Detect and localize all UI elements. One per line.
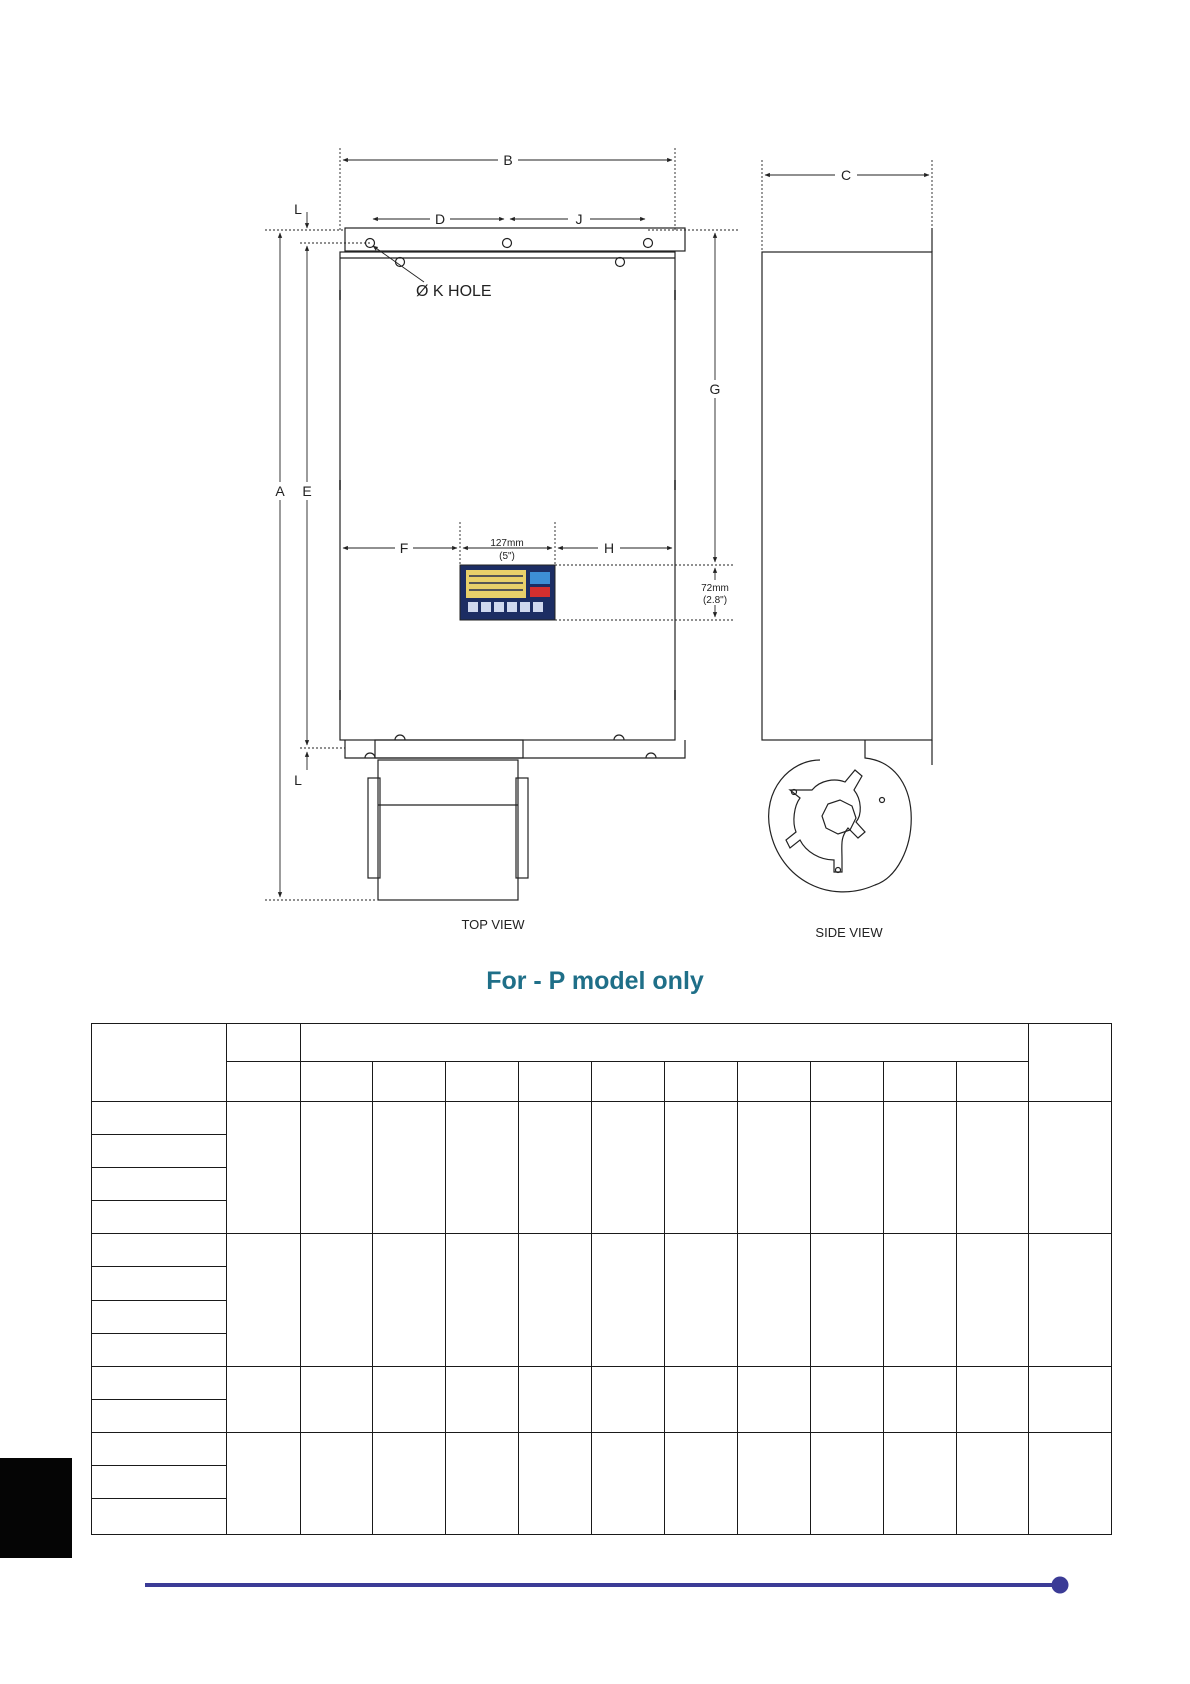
table-cell	[92, 1399, 227, 1432]
dim-l-bottom: L	[294, 772, 302, 788]
table-cell	[92, 1135, 227, 1168]
table-cell	[227, 1102, 301, 1234]
keypad-height-mm: 72mm	[701, 583, 729, 594]
table-header-cell	[592, 1062, 665, 1102]
table-cell	[227, 1234, 301, 1366]
table-header-cell	[227, 1062, 301, 1102]
table-cell	[811, 1102, 884, 1234]
hole-label: Ø K HOLE	[416, 283, 492, 300]
keypad-display	[460, 565, 555, 620]
table-cell	[446, 1366, 519, 1432]
table-cell	[665, 1234, 738, 1366]
table-cell	[519, 1102, 592, 1234]
dim-l-top: L	[294, 201, 302, 217]
table-header-cell	[92, 1024, 227, 1102]
table-cell	[373, 1432, 446, 1534]
table-cell	[92, 1267, 227, 1300]
table-header-cell	[665, 1062, 738, 1102]
chapter-tab	[0, 1458, 72, 1558]
table-cell	[446, 1102, 519, 1234]
table-cell	[592, 1432, 665, 1534]
table-header-cell	[884, 1062, 957, 1102]
table-cell	[227, 1432, 301, 1534]
table-cell	[373, 1102, 446, 1234]
table-header-cell	[227, 1024, 301, 1062]
table-cell	[592, 1102, 665, 1234]
table-cell	[92, 1234, 227, 1267]
table-header-cell	[1029, 1024, 1112, 1102]
table-cell	[92, 1168, 227, 1201]
table-row	[92, 1102, 1112, 1135]
table-row	[92, 1234, 1112, 1267]
dim-e: E	[302, 483, 312, 499]
table-cell	[301, 1102, 373, 1234]
table-cell	[1029, 1102, 1112, 1234]
section-heading: For - P model only	[486, 967, 704, 995]
table-header-cell	[811, 1062, 884, 1102]
top-view	[340, 228, 685, 900]
table-cell	[519, 1366, 592, 1432]
table-cell	[92, 1333, 227, 1366]
top-view-label: TOP VIEW	[461, 917, 525, 932]
table-cell	[1029, 1234, 1112, 1366]
table-cell	[592, 1366, 665, 1432]
table-cell	[1029, 1432, 1112, 1534]
dim-d: D	[434, 211, 446, 227]
dimension-table	[91, 1023, 1112, 1535]
dim-g: G	[709, 381, 721, 397]
table-cell	[373, 1366, 446, 1432]
table-cell	[227, 1366, 301, 1432]
keypad-height-in: (2.8")	[702, 595, 728, 606]
table-cell	[92, 1300, 227, 1333]
table-cell	[957, 1234, 1029, 1366]
keypad-width-in: (5")	[499, 551, 515, 562]
table-cell	[519, 1234, 592, 1366]
table-cell	[92, 1366, 227, 1399]
table-cell	[373, 1234, 446, 1366]
table-cell	[92, 1465, 227, 1498]
table-cell	[519, 1432, 592, 1534]
footer-rule	[0, 1570, 1190, 1600]
table-header-cell	[373, 1062, 446, 1102]
table-row	[92, 1366, 1112, 1399]
table-cell	[957, 1102, 1029, 1234]
table-cell	[738, 1102, 811, 1234]
dim-c: C	[840, 167, 852, 183]
table-cell	[92, 1201, 227, 1234]
dim-b: B	[503, 152, 513, 168]
table-cell	[884, 1102, 957, 1234]
table-cell	[665, 1102, 738, 1234]
table-cell	[957, 1432, 1029, 1534]
table-cell	[811, 1366, 884, 1432]
dim-a: A	[275, 483, 285, 499]
table-cell	[884, 1234, 957, 1366]
table-cell	[738, 1234, 811, 1366]
table-cell	[884, 1366, 957, 1432]
table-header-row	[92, 1024, 1112, 1062]
table-cell	[592, 1234, 665, 1366]
dim-h: H	[603, 540, 615, 556]
table-header-cell	[957, 1062, 1029, 1102]
table-header-row	[92, 1062, 1112, 1102]
table-cell	[92, 1432, 227, 1465]
footer-rule-dot	[1052, 1577, 1069, 1594]
table-cell	[957, 1366, 1029, 1432]
table-header-cell	[301, 1062, 373, 1102]
table-header-cell	[301, 1024, 1029, 1062]
table-cell	[1029, 1366, 1112, 1432]
table-cell	[738, 1432, 811, 1534]
table-cell	[811, 1432, 884, 1534]
table-row	[92, 1432, 1112, 1465]
table-header-cell	[446, 1062, 519, 1102]
table-header-cell	[738, 1062, 811, 1102]
table-cell	[301, 1366, 373, 1432]
table-cell	[665, 1432, 738, 1534]
table-cell	[446, 1432, 519, 1534]
table-cell	[92, 1102, 227, 1135]
table-cell	[884, 1432, 957, 1534]
dim-j: J	[575, 211, 583, 227]
table-cell	[301, 1234, 373, 1366]
side-view	[762, 228, 932, 892]
keypad-width-mm: 127mm	[490, 538, 524, 549]
table-cell	[738, 1366, 811, 1432]
table-cell	[446, 1234, 519, 1366]
table-cell	[92, 1498, 227, 1534]
side-view-label: SIDE VIEW	[815, 925, 883, 940]
dim-f: F	[399, 540, 409, 556]
table-cell	[665, 1366, 738, 1432]
table-header-cell	[519, 1062, 592, 1102]
table-cell	[811, 1234, 884, 1366]
table-cell	[301, 1432, 373, 1534]
